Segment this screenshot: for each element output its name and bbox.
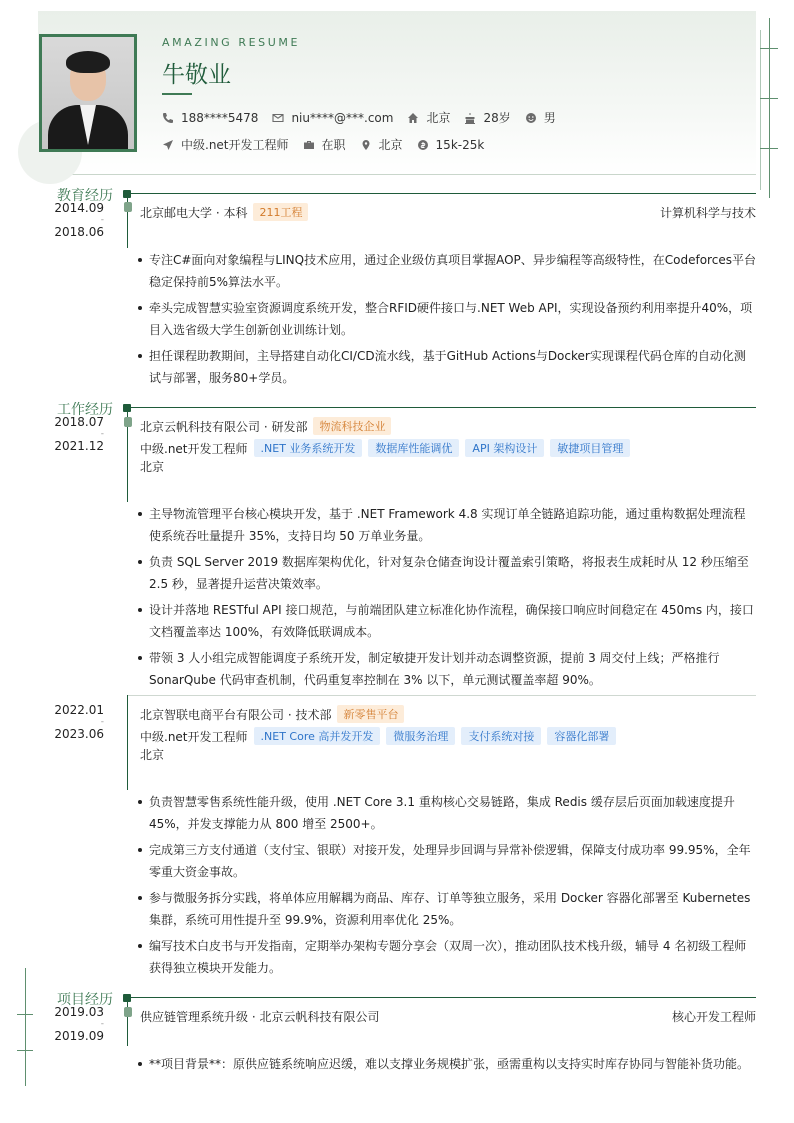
school-tag: 211工程 [253, 203, 308, 221]
section-title-education: 教育经历 [57, 188, 113, 204]
skill-tag: 微服务治理 [386, 727, 455, 745]
target-job-text: 中级.net开发工程师 [181, 138, 289, 152]
job-divider [128, 695, 756, 696]
left-deco-tick [17, 1050, 33, 1051]
candidate-name: 牛敬业 [162, 62, 231, 88]
name-underline [162, 93, 192, 95]
job-city: 北京 [140, 748, 165, 762]
job-intent-row [162, 136, 498, 153]
job-company-row [140, 705, 756, 723]
start-date: 2022.01 [54, 703, 104, 717]
date-separator: - [100, 1019, 104, 1029]
briefcase-icon [303, 139, 315, 151]
cake-icon [464, 112, 476, 124]
timeline-node [124, 417, 132, 427]
date-separator: - [100, 215, 104, 225]
skill-tag: API 架构设计 [465, 439, 544, 457]
job-dates [40, 704, 104, 740]
skill-tag: 容器化部署 [547, 727, 616, 745]
timeline-node [124, 1007, 132, 1017]
company-tag: 物流科技企业 [313, 417, 391, 435]
phone-icon [162, 112, 174, 124]
home-text: 北京 [426, 111, 451, 125]
list-item: 担任课程助教期间，主导搭建自动化CI/CD流水线，基于GitHub Actions与Docker实现课程代码仓库的自动化测试与部署，服务80+学员。 [137, 345, 757, 389]
contact-row [162, 109, 570, 126]
project-name: 供应链管理系统升级 · 北京云帆科技有限公司 [140, 1010, 380, 1024]
section-divider [131, 193, 756, 194]
position: 中级.net开发工程师 [140, 729, 248, 744]
job-position-row [140, 727, 756, 745]
timeline-node [124, 202, 132, 212]
target-city-text: 北京 [378, 138, 403, 152]
age-text: 28岁 [483, 111, 511, 125]
skill-tag: .NET Core 高并发开发 [254, 727, 381, 745]
resume-tagline: AMAZING RESUME [162, 36, 301, 49]
gender-text: 男 [543, 111, 556, 125]
list-item: 负责智慧零售系统性能升级，使用 .NET Core 3.1 重构核心交易链路，集成 Redis 缓存层后页面加载速度提升 45%，并发支撑能力从 800 增至 2500+。 [137, 791, 757, 835]
left-deco-tick [17, 1014, 33, 1015]
list-item: 带领 3 人小组完成智能调度子系统开发，制定敏捷开发计划并动态调整资源，提前 3 周交付上线；严格推行 SonarQube 代码审查机制，代码重复率控制在 3% 以下，单元测试覆盖率超 90%。 [137, 647, 757, 691]
company-name: 北京智联电商平台有限公司 · 技术部 [140, 707, 332, 722]
home-icon [407, 112, 419, 124]
job-city: 北京 [140, 460, 165, 474]
list-item: 编写技术白皮书与开发指南，定期举办架构专题分享会（双周一次），推动团队技术栈升级，辅导 4 名初级工程师获得独立模块开发能力。 [137, 935, 757, 979]
profile-photo [39, 34, 137, 152]
section-divider [131, 997, 756, 998]
education-dates [40, 202, 104, 238]
company-tag: 新零售平台 [337, 705, 404, 723]
project-bullets [137, 1053, 757, 1079]
timeline-line [127, 695, 128, 790]
right-deco-tick [760, 48, 778, 49]
project-dates [40, 1006, 104, 1042]
skill-tag: .NET 业务系统开发 [254, 439, 363, 457]
list-item: 参与微服务拆分实践，将单体应用解耦为商品、库存、订单等独立服务，采用 Docker 容器化部署至 Kubernetes 集群，系统可用性提升至 99.9%，资源利用率优化 25%。 [137, 887, 757, 931]
project-row [140, 1008, 756, 1025]
status-text: 在职 [321, 138, 346, 152]
skill-tag: 敏捷项目管理 [550, 439, 630, 457]
end-date: 2023.06 [54, 727, 104, 741]
start-date: 2019.03 [54, 1005, 104, 1019]
job-bullets [137, 503, 757, 695]
send-icon [162, 139, 174, 151]
left-deco-line [25, 968, 26, 1086]
mail-icon [272, 112, 284, 124]
start-date: 2014.09 [54, 201, 104, 215]
education-row [140, 203, 756, 221]
list-item: 主导物流管理平台核心模块开发，基于 .NET Framework 4.8 实现订单全链路追踪功能，通过重构数据处理流程使系统吞吐量提升 35%，支持日均 50 万单业务量。 [137, 503, 757, 547]
job-bullets [137, 791, 757, 983]
money-icon [417, 139, 429, 151]
list-item: 负责 SQL Server 2019 数据库架构优化，针对复杂仓储查询设计覆盖索引策略，将报表生成耗时从 12 秒压缩至 2.5 秒，显著提升运营决策效率。 [137, 551, 757, 595]
skill-tag: 数据库性能调优 [368, 439, 459, 457]
list-item: 设计并落地 RESTful API 接口规范，与前端团队建立标准化协作流程，确保接口响应时间稳定在 450ms 内，接口文档覆盖率达 100%，有效降低联调成本。 [137, 599, 757, 643]
right-deco-line [760, 30, 761, 190]
job-company-row [140, 417, 756, 435]
smile-icon [525, 112, 537, 124]
job-position-row [140, 439, 756, 457]
company-name: 北京云帆科技有限公司 · 研发部 [140, 419, 308, 434]
job-dates [40, 416, 104, 452]
section-divider [131, 407, 756, 408]
location-icon [360, 139, 372, 151]
phone-text: 188****5478 [181, 110, 259, 125]
right-deco-tick [760, 98, 778, 99]
school-name: 北京邮电大学 · 本科 [140, 205, 248, 220]
section-title-projects: 项目经历 [57, 992, 113, 1008]
major: 计算机科学与技术 [659, 205, 756, 220]
list-item: 牵头完成智慧实验室资源调度系统开发，整合RFID硬件接口与.NET Web API，实现设备预约利用率提升40%，项目入选省级大学生创新创业训练计划。 [137, 297, 757, 341]
section-title-work: 工作经历 [57, 402, 113, 418]
start-date: 2018.07 [54, 415, 104, 429]
right-deco-line [769, 18, 770, 198]
end-date: 2019.09 [54, 1029, 104, 1043]
position: 中级.net开发工程师 [140, 441, 248, 456]
end-date: 2018.06 [54, 225, 104, 239]
email-text: niu****@***.com [291, 110, 394, 125]
end-date: 2021.12 [54, 439, 104, 453]
salary-text: 15k-25k [435, 137, 485, 152]
project-role: 核心开发工程师 [671, 1010, 756, 1024]
right-deco-tick [760, 148, 778, 149]
timeline-line [127, 998, 128, 1046]
date-separator: - [100, 429, 104, 439]
skill-tag: 支付系统对接 [461, 727, 541, 745]
list-item: **项目背景**：原供应链系统响应迟缓，难以支撑业务规模扩张，亟需重构以支持实时库存协同与智能补货功能。 [137, 1053, 757, 1075]
education-bullets [137, 249, 757, 393]
date-separator: - [100, 717, 104, 727]
list-item: 完成第三方支付通道（支付宝、银联）对接开发，处理异步回调与异常补偿逻辑，保障支付成功率 99.95%，全年零重大资金事故。 [137, 839, 757, 883]
list-item: 专注C#面向对象编程与LINQ技术应用，通过企业级仿真项目掌握AOP、异步编程等高级特性，在Codeforces平台稳定保持前5%算法水平。 [137, 249, 757, 293]
